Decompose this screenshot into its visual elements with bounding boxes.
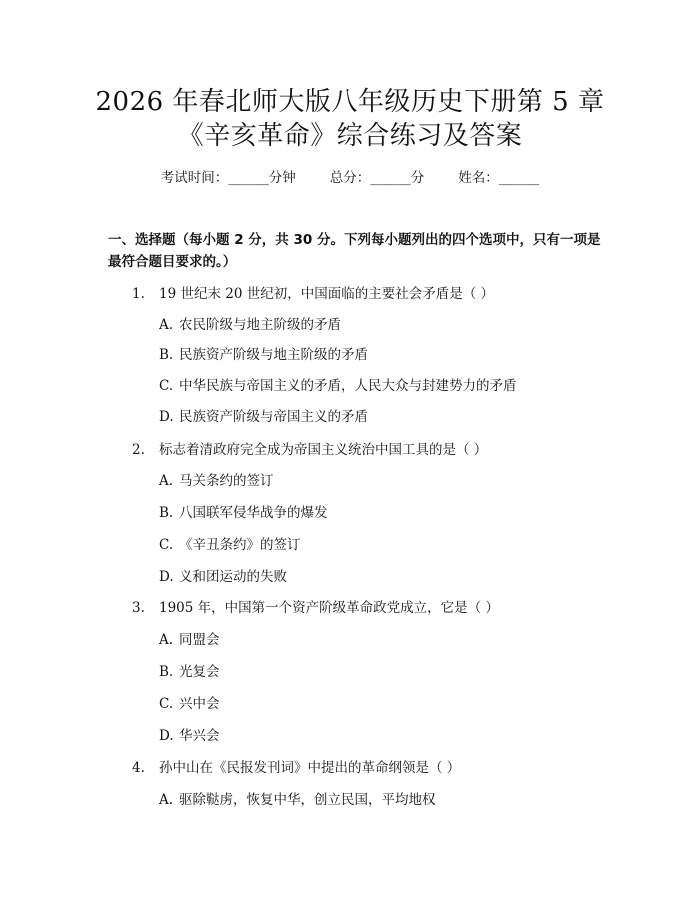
exam-info-row — [0, 168, 700, 188]
option-text: 民族资产阶级与帝国主义的矛盾 — [179, 409, 368, 425]
option-letter: A. — [159, 792, 174, 808]
option-text: 兴中会 — [179, 696, 220, 712]
option-3a — [159, 629, 589, 651]
option-text: 八国联军侵华战争的爆发 — [179, 505, 328, 521]
option-letter: A. — [159, 317, 174, 333]
question-3 — [132, 597, 602, 619]
question-2 — [132, 439, 602, 461]
option-text: 农民阶级与地主阶级的矛盾 — [179, 317, 341, 333]
option-letter: B. — [159, 664, 174, 680]
option-letter: C. — [159, 696, 174, 712]
option-1a — [159, 314, 589, 336]
option-text: 《辛丑条约》的签订 — [179, 537, 301, 553]
option-3d — [159, 725, 589, 747]
student-name-field: 姓名：______ — [458, 170, 540, 186]
option-text: 中华民族与帝国主义的矛盾，人民大众与封建势力的矛盾 — [179, 378, 517, 394]
option-1c — [159, 375, 589, 397]
option-text: 同盟会 — [179, 632, 220, 648]
option-letter: C. — [159, 378, 174, 394]
option-2c — [159, 534, 589, 556]
option-letter: D. — [159, 728, 174, 744]
question-number: 4. — [132, 760, 145, 776]
question-text: 1905 年，中国第一个资产阶级革命政党成立，它是（ ） — [159, 600, 499, 616]
question-text: 19 世纪末 20 世纪初，中国面临的主要社会矛盾是（ ） — [159, 286, 495, 302]
option-letter: C. — [159, 537, 174, 553]
option-text: 驱除鞑虏，恢复中华，创立民国，平均地权 — [179, 792, 436, 808]
option-text: 华兴会 — [179, 728, 220, 744]
option-letter: B. — [159, 505, 174, 521]
option-text: 光复会 — [179, 664, 220, 680]
option-letter: D. — [159, 569, 174, 585]
section-heading-line1: 一、选择题（每小题 2 分，共 30 分。下列每小题列出的四个选项中，只有一项是 — [108, 232, 601, 248]
option-1b — [159, 344, 589, 366]
option-3b — [159, 661, 589, 683]
question-text: 标志着清政府完全成为帝国主义统治中国工具的是（ ） — [159, 442, 488, 458]
question-number: 2. — [132, 442, 145, 458]
option-1d — [159, 406, 589, 428]
option-letter: D. — [159, 409, 174, 425]
option-2b — [159, 502, 589, 524]
option-letter: A. — [159, 473, 174, 489]
question-number: 1. — [132, 286, 145, 302]
option-text: 民族资产阶级与地主阶级的矛盾 — [179, 347, 368, 363]
question-number: 3. — [132, 600, 145, 616]
question-text: 孙中山在《民报发刊词》中提出的革命纲领是（ ） — [159, 760, 461, 776]
option-letter: B. — [159, 347, 174, 363]
section-heading-line2: 最符合题目要求的。） — [108, 254, 237, 270]
option-letter: A. — [159, 632, 174, 648]
exam-time-field: 考试时间：______分钟 — [160, 170, 296, 186]
option-2d — [159, 566, 589, 588]
option-3c — [159, 693, 589, 715]
question-4 — [132, 757, 602, 779]
option-text: 义和团运动的失败 — [179, 569, 287, 585]
option-text: 马关条约的签订 — [179, 473, 274, 489]
option-4a — [159, 789, 589, 811]
option-2a — [159, 470, 589, 492]
document-title-line2: 《辛亥革命》综合练习及答案 — [177, 121, 523, 151]
document-title-line1: 2026 年春北师大版八年级历史下册第 5 章 — [95, 87, 605, 117]
total-score-field: 总分：______分 — [329, 170, 425, 186]
question-1 — [132, 283, 602, 305]
